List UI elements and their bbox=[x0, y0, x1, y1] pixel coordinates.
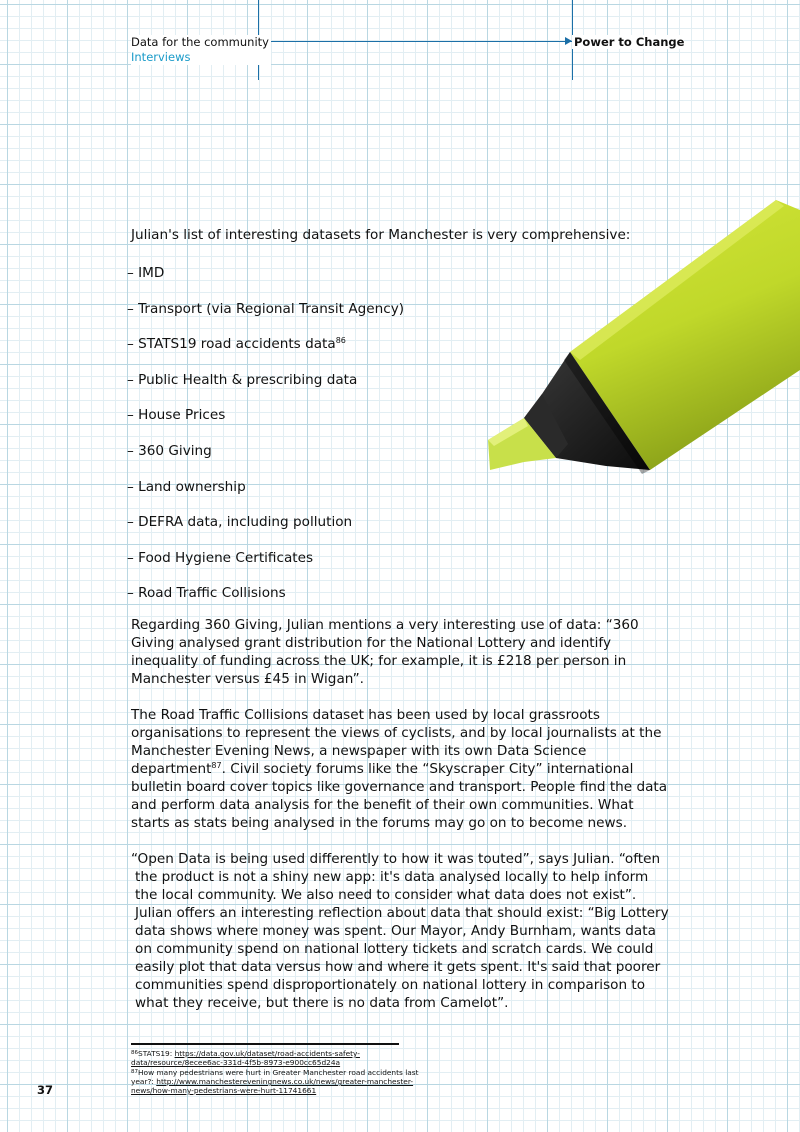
paragraph-open-data-quote: “Open Data is being used differently to how it was touted”, says Julian. “often the product is not a shiny new app: it's data analysed locally to help inform the local community. We also need to consider what data does not exist”. Julian offers an interesting reflection about data that should exist: “Big Lottery data shows where money was spent. Our Mayor, Andy Burnham, wants data on community spend on national lottery tickets and scratch cards. We could easily plot that data versus how and where it gets spent. It's said that poorer communities spend disproportionately on national lottery in comparison to what they receive, but there is no data from Camelot”. bbox=[131, 851, 669, 1012]
footnote-87: $^{87}$How many pedestrians were hurt in Greater Manchester road accidents last year?: http://www.manchestereveningnews.co.uk/news/greater-manchester-news/how-many-pedestrians-were-hurt-11741661 bbox=[131, 1068, 419, 1095]
organisation-name: Power to Change bbox=[574, 35, 685, 49]
paragraph-road-traffic: The Road Traffic Collisions dataset has been used by local grassroots organisations to represent the views of cyclists, and by local journalists at the Manchester Evening News, a newspaper with its own Data Science department$^{87}$. Civil society forums like the “Skyscraper City” international bulletin board cover topics like governance and transport. People find the data and perform data analysis for the benefit of their own communities. What starts as stats being analysed in the forums may go on to become news. bbox=[131, 707, 668, 832]
list-item: – DEFRA data, including pollution bbox=[127, 514, 353, 531]
footnote-ref: 86 bbox=[335, 336, 346, 346]
footnote-link[interactable]: https://data.gov.uk/dataset/road-accidents-safety-data/resource/8ecee6ac-331d-4f5b-8973-e900cc65d24a bbox=[131, 1049, 360, 1067]
paragraph-360-giving: Regarding 360 Giving, Julian mentions a very interesting use of data: “360 Giving analysed grant distribution for the National Lottery and identify inequality of funding across the UK; for example, it is £218 per person in Manchester versus £45 in Wigan”. bbox=[131, 617, 639, 688]
running-header bbox=[131, 35, 271, 65]
main-content bbox=[127, 226, 672, 1012]
footnote-ref: 87 bbox=[211, 761, 222, 771]
list-item: – Road Traffic Collisions bbox=[127, 585, 286, 602]
list-item: – Food Hygiene Certificates bbox=[127, 549, 314, 566]
section-title: Data for the community bbox=[131, 35, 269, 49]
list-item: – STATS19 road accidents data$^{86}$ bbox=[127, 336, 346, 353]
list-item: – House Prices bbox=[127, 407, 226, 424]
footnotes bbox=[131, 1049, 431, 1096]
double-arrow-icon bbox=[258, 41, 572, 42]
page-number: 37 bbox=[37, 1083, 54, 1097]
subsection-title: Interviews bbox=[131, 50, 191, 64]
footnote-divider bbox=[131, 1043, 399, 1045]
dataset-list bbox=[127, 264, 672, 602]
list-item: – Transport (via Regional Transit Agency) bbox=[127, 300, 405, 317]
list-item: – IMD bbox=[127, 265, 165, 281]
list-intro: Julian's list of interesting datasets for Manchester is very comprehensive: bbox=[131, 227, 631, 243]
list-item: – 360 Giving bbox=[127, 442, 212, 459]
footnote-link[interactable]: http://www.manchestereveningnews.co.uk/news/greater-manchester-news/how-many-pedestrians-were-hurt-11741661 bbox=[131, 1077, 414, 1095]
list-item: – Land ownership bbox=[127, 478, 246, 495]
footnote-86: $^{86}$STATS19: https://data.gov.uk/dataset/road-accidents-safety-data/resource/8ecee6ac-331d-4f5b-8973-e900cc65d24a bbox=[131, 1049, 360, 1067]
list-item: – Public Health & prescribing data bbox=[127, 371, 358, 388]
